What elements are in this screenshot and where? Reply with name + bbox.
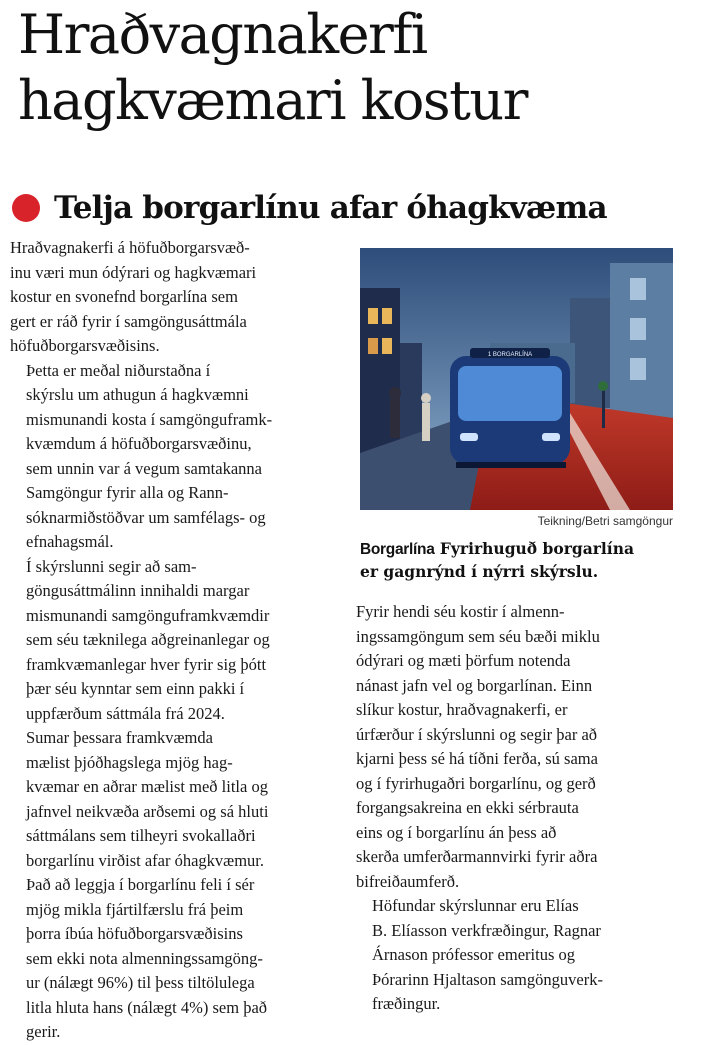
text-line: og í fyrirhugaðri borgarlínu, og gerð [356, 773, 596, 793]
text-line: sáttmálans sem tilheyri svokallaðri [26, 826, 256, 845]
body-paragraph [10, 236, 342, 359]
text-line: þær séu kynntar sem einn pakki í [26, 679, 245, 698]
text-line: Sumar þessara framkvæmda [26, 728, 213, 747]
text-line: slíkur kostur, hraðvagnakerfi, er [356, 700, 568, 719]
text-line: gert er ráð fyrir í samgöngusáttmála [10, 311, 247, 331]
text-line: skerða umferðarmannvirki fyrir aðra [356, 847, 598, 866]
text-line: efnahagsmál. [26, 532, 114, 551]
text-line: mismunandi samgönguframkvæmdir [26, 605, 270, 625]
caption-line: Fyrirhuguð borgarlína [439, 539, 635, 558]
body-paragraph [356, 894, 676, 1017]
text-line: fræðingur. [372, 994, 441, 1013]
text-line: B. Elíasson verkfræðingur, Ragnar [372, 920, 601, 940]
bus-illustration [360, 248, 673, 510]
text-line: sem séu tæknilega aðgreinanlegar og [26, 630, 270, 649]
subheadline-text: Telja borgarlínu afar óhagkvæma [54, 190, 607, 226]
text-line: göngusáttmálinn innihaldi margar [26, 581, 250, 600]
text-line: kvæmdum á höfuðborgarsvæðinu, [26, 434, 252, 453]
text-line: sem unnin var á vegum samtakanna [26, 458, 262, 478]
text-line: Árnason prófessor emeritus og [372, 945, 575, 964]
text-line: litla hluta hans (nálægt 4%) sem það [26, 997, 268, 1017]
article-photo [360, 248, 673, 510]
text-line: sem ekki nota almenningssamgöng- [26, 948, 263, 968]
text-line: Höfundar skýrslunnar eru Elías [372, 896, 579, 915]
text-line: Þórarinn Hjaltason samgönguverk- [372, 969, 603, 989]
red-bullet-icon [12, 194, 40, 222]
text-line: ur (nálægt 96%) til þess tiltölulega [26, 973, 255, 992]
text-line: gerir. [26, 1022, 61, 1041]
caption-line: er gagnrýnd í nýrri skýrslu. [360, 562, 599, 581]
photo-caption [360, 538, 680, 583]
bus-sign: 1 BORGARLÍNA [487, 352, 533, 358]
text-line: Samgöngur fyrir alla og Rann- [26, 483, 229, 502]
text-line: Í skýrslunni segir að sam- [26, 556, 197, 576]
text-line: Það að leggja í borgarlínu feli í sér [26, 875, 255, 894]
text-line: inu væri mun ódýrari og hagkvæmari [10, 262, 257, 282]
body-paragraph [356, 600, 676, 894]
text-line: forgangsakreina en ekki sérbrauta [356, 798, 579, 817]
text-line: bifreiðaumferð. [356, 871, 460, 891]
photo-credit: Teikning/Betri samgöngur [537, 514, 673, 528]
text-line: sóknarmiðstöðvar um samfélags- og [26, 507, 266, 527]
text-line: Þetta er meðal niðurstaðna í [26, 360, 211, 380]
text-line: kjarni þess sé há tíðni ferða, sú sama [356, 749, 598, 768]
text-line: borgarlínu virðist afar óhagkvæmur. [26, 850, 264, 870]
headline-line: hagkvæmari kostur [18, 69, 527, 132]
text-line: mjög mikla fjártilfærslu frá þeim [26, 899, 244, 919]
headline-line: Hraðvagnakerfi [18, 3, 427, 66]
left-column [10, 236, 342, 1045]
subheadline [12, 186, 702, 230]
text-line: Hraðvagnakerfi á höfuðborgarsvæð- [10, 238, 250, 257]
body-paragraph [10, 359, 342, 555]
text-line: Fyrir hendi séu kostir í almenn- [356, 602, 565, 621]
text-line: kostur en svonefnd borgarlína sem [10, 287, 238, 306]
text-line: úrfærður í skýrslunni og segir þar að [356, 724, 598, 744]
text-line: framkvæmanlegar hver fyrir sig þótt [26, 654, 267, 674]
caption-lead: Borgarlína [360, 541, 435, 558]
text-line: nánast jafn vel og borgarlínan. Einn [356, 675, 593, 695]
text-line: mismunandi kosta í samgönguframk- [26, 409, 273, 429]
text-line: kvæmar en aðrar mælist með litla og [26, 777, 268, 796]
body-paragraph [10, 555, 342, 727]
text-line: ódýrari og mæti þörfum notenda [356, 651, 571, 670]
body-paragraph [10, 726, 342, 1045]
right-column [356, 600, 676, 1017]
text-line: skýrslu um athugun á hagkvæmni [26, 385, 249, 404]
text-line: eins og í borgarlínu án þess að [356, 822, 557, 842]
text-line: uppfærðum sáttmála frá 2024. [26, 703, 225, 723]
text-line: mælist þjóðhagslega mjög hag- [26, 752, 233, 772]
text-line: jafnvel neikvæða arðsemi og sá hluti [26, 801, 269, 821]
text-line: ingssamgöngum sem séu bæði miklu [356, 626, 600, 646]
text-line: höfuðborgarsvæðisins. [10, 336, 160, 355]
headline [18, 2, 698, 134]
text-line: þorra íbúa höfuðborgarsvæðisins [26, 924, 243, 943]
